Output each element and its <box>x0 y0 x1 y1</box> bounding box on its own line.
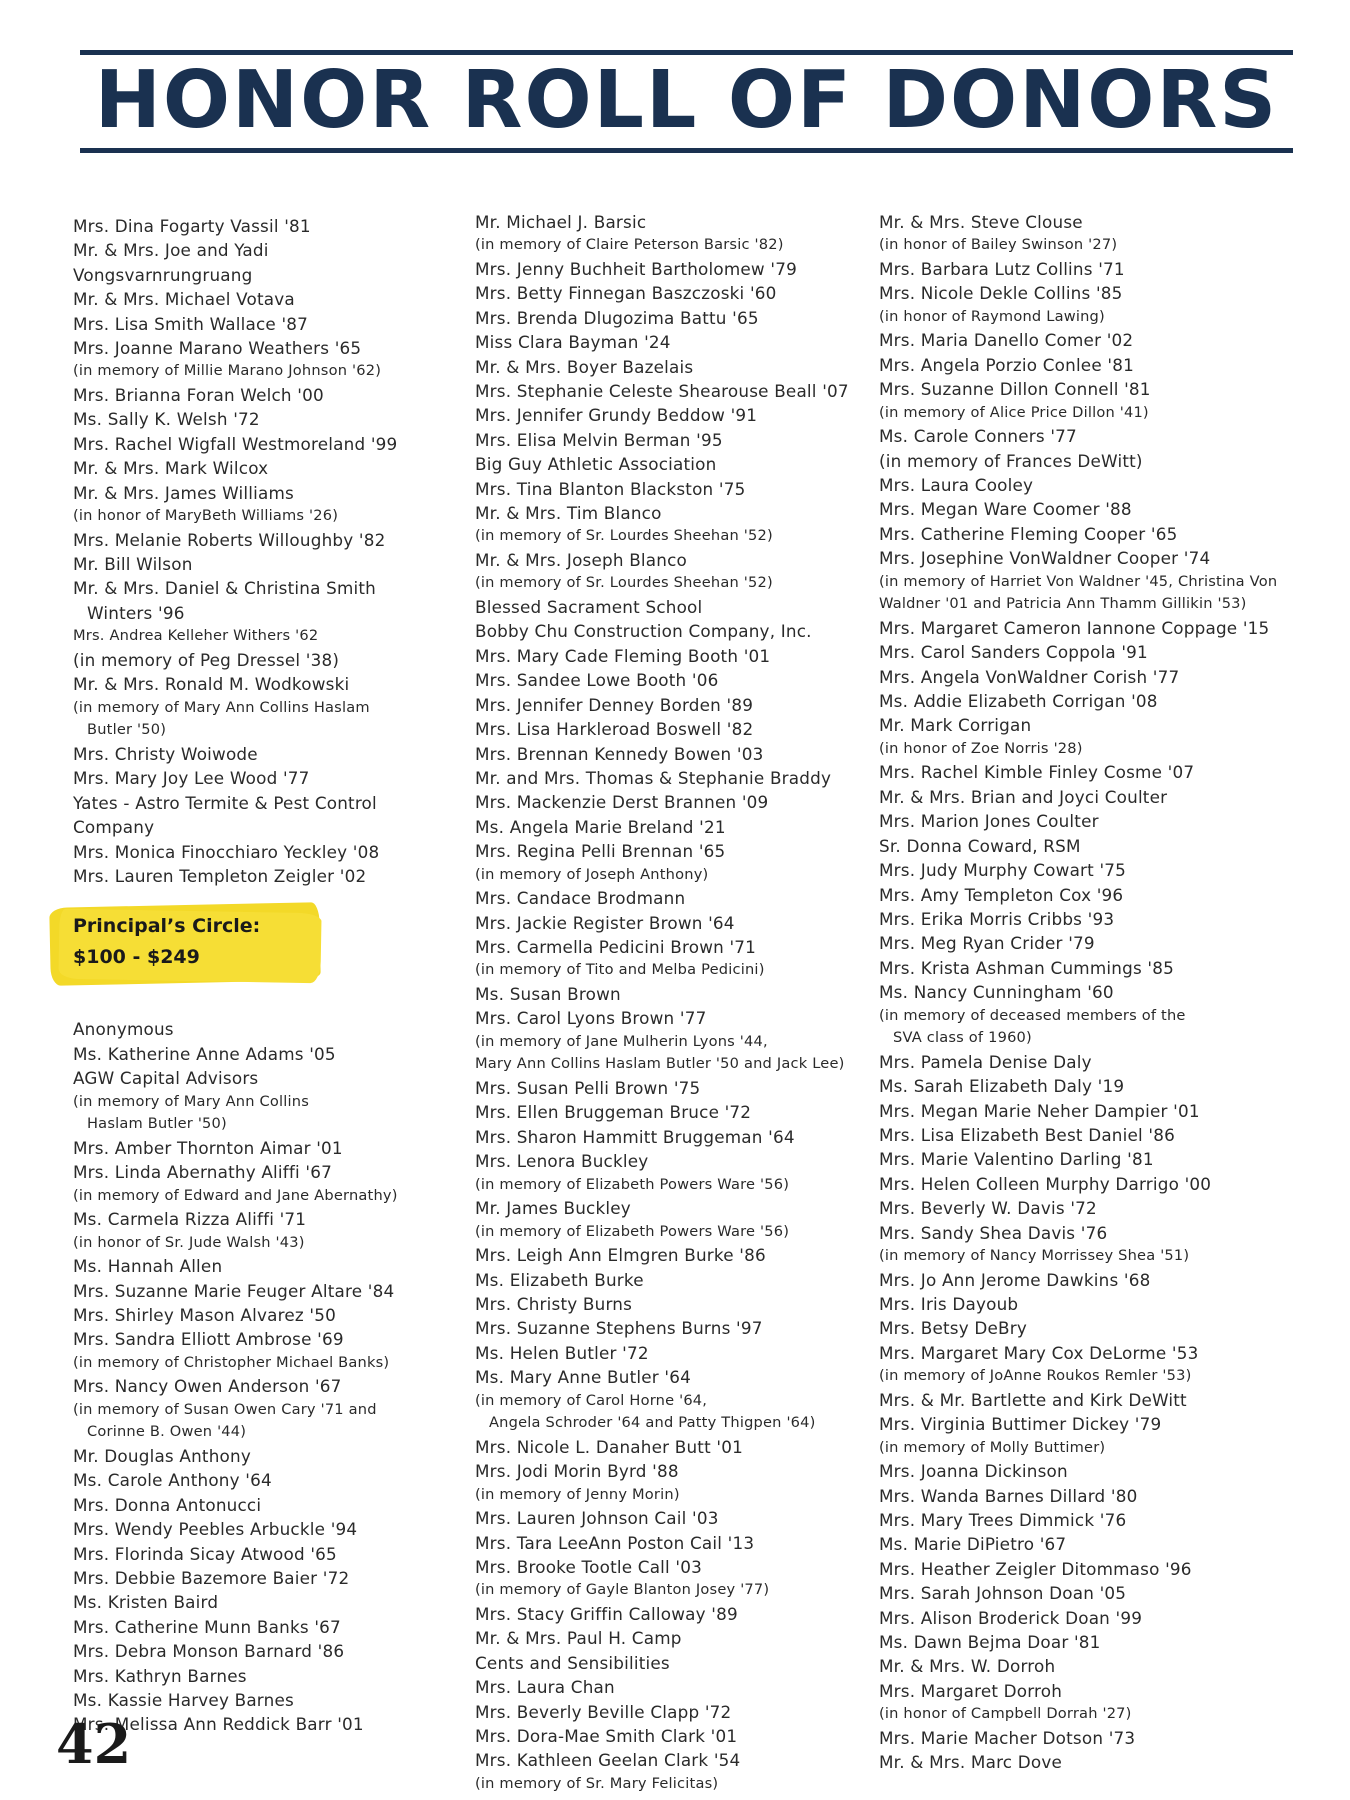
donor-entry: Ms. Hannah Allen <box>73 1256 223 1277</box>
donor-entry: Mrs. & Mr. Bartlette and Kirk DeWitt <box>879 1389 1187 1410</box>
donor-entry: Mrs. Jennifer Grundy Beddow '91 <box>475 405 758 426</box>
donor-note: (in memory of Mary Ann Collins Haslam <box>73 698 370 716</box>
donor-entry: Mrs. Kathryn Barnes <box>73 1665 247 1686</box>
donor-entry: Mrs. Dora-Mae Smith Clark '01 <box>475 1726 738 1747</box>
donor-entry: Mrs. Sharon Hammitt Bruggeman '64 <box>475 1126 795 1147</box>
donor-entry: Ms. Katherine Anne Adams '05 <box>73 1043 336 1064</box>
donor-entry: Ms. Nancy Cunningham '60 <box>879 982 1114 1003</box>
donor-entry: Ms. Sally K. Welsh '72 <box>73 409 260 430</box>
donor-entry: Mrs. Lenora Buckley <box>475 1151 649 1172</box>
donor-list-principals-circle <box>73 1017 473 1737</box>
section-heading-principals-circle <box>73 905 473 1005</box>
donor-entry: AGW Capital Advisors <box>73 1068 259 1089</box>
donor-note: Butler '50) <box>87 721 167 739</box>
donor-entry: Mrs. Shirley Mason Alvarez '50 <box>73 1304 336 1325</box>
donor-entry: Mrs. Leigh Ann Elmgren Burke '86 <box>475 1245 766 1266</box>
donor-entry: Mrs. Mary Trees Dimmick '76 <box>879 1510 1127 1530</box>
donor-entry: Mrs. Lauren Johnson Cail '03 <box>475 1508 719 1529</box>
donor-entry: Mrs. Susan Pelli Brown '75 <box>475 1077 701 1098</box>
donor-note: (in memory of deceased members of the <box>879 1006 1186 1024</box>
donor-entry: Mrs. Ellen Bruggeman Bruce '72 <box>475 1102 752 1123</box>
section-heading-line1: Principal’s Circle: <box>73 915 261 938</box>
donor-entry: Mrs. Joanna Dickinson <box>879 1461 1068 1482</box>
donor-entry: Mrs. Virginia Buttimer Dickey '79 <box>879 1414 1162 1435</box>
donor-entry: Mrs. Margaret Dorroh <box>879 1680 1063 1701</box>
donor-entry: Mrs. Mackenzie Derst Brannen '09 <box>475 792 769 813</box>
donor-entry: Mrs. Christy Woiwode <box>73 743 258 764</box>
donor-entry: Mrs. Tina Blanton Blackston '75 <box>475 478 746 499</box>
donor-entry: Anonymous <box>73 1019 174 1040</box>
donor-entry: Mrs. Jackie Register Brown '64 <box>475 912 735 933</box>
donor-entry: Mrs. Margaret Cameron Iannone Coppage '15 <box>879 617 1270 638</box>
donor-note: Corinne B. Owen '44) <box>87 1423 247 1441</box>
donor-entry: Mrs. Brenda Dlugozima Battu '65 <box>475 307 759 328</box>
donor-note: Mrs. Andrea Kelleher Withers '62 <box>73 627 319 645</box>
section-heading-text <box>73 911 260 973</box>
donor-entry: Company <box>73 817 155 838</box>
donor-entry: Mrs. Monica Finocchiaro Yeckley '08 <box>73 841 380 862</box>
donor-entry: Mrs. Jo Ann Jerome Dawkins '68 <box>879 1269 1151 1290</box>
donor-entry: Mrs. Erika Morris Cribbs '93 <box>879 908 1115 929</box>
donor-entry: Mrs. Lauren Templeton Zeigler '02 <box>73 865 367 886</box>
donor-entry: Mrs. Meg Ryan Crider '79 <box>879 933 1095 954</box>
donor-entry: Mrs. Catherine Fleming Cooper '65 <box>879 523 1178 544</box>
donor-entry: Mr. & Mrs. Paul H. Camp <box>475 1628 682 1649</box>
donor-note: (in memory of Carol Horne '64, <box>475 1391 708 1409</box>
donor-entry: Mrs. Margaret Mary Cox DeLorme '53 <box>879 1342 1199 1363</box>
donor-entry: (in memory of Peg Dressel '38) <box>73 649 340 670</box>
donor-entry: Mrs. Sandee Lowe Booth '06 <box>475 670 719 691</box>
donor-entry: Mr. Douglas Anthony <box>73 1445 251 1466</box>
donor-note: (in memory of JoAnne Roukos Remler '53) <box>879 1367 1192 1385</box>
donor-column-3 <box>879 210 1319 1775</box>
donor-entry: Mrs. Megan Marie Neher Dampier '01 <box>879 1100 1200 1121</box>
donor-entry: Ms. Sarah Elizabeth Daly '19 <box>879 1076 1125 1097</box>
donor-note: Haslam Butler '50) <box>87 1115 227 1133</box>
donor-entry: Ms. Elizabeth Burke <box>475 1269 644 1290</box>
donor-entry: Mrs. Lisa Elizabeth Best Daniel '86 <box>879 1124 1175 1145</box>
donor-note: (in memory of Molly Buttimer) <box>879 1438 1106 1456</box>
donor-note: (in memory of Joseph Anthony) <box>475 865 709 883</box>
donor-entry: Mrs. Linda Abernathy Aliffi '67 <box>73 1162 332 1183</box>
donor-entry: Mrs. Beverly W. Davis '72 <box>879 1198 1097 1219</box>
donor-entry: Mrs. Mary Joy Lee Wood '77 <box>73 768 310 789</box>
donor-entry: Mrs. Rachel Wigfall Westmoreland '99 <box>73 433 398 454</box>
donor-note: Mary Ann Collins Haslam Butler '50 and Jack Lee) <box>475 1055 845 1073</box>
donor-entry: Mrs. Nicole L. Danaher Butt '01 <box>475 1436 743 1457</box>
donor-entry: Mr. & Mrs. Michael Votava <box>73 289 295 310</box>
donor-entry: Ms. Angela Marie Breland '21 <box>475 816 726 837</box>
donor-note: (in memory of Edward and Jane Abernathy) <box>73 1186 398 1204</box>
donor-note: (in honor of Campbell Dorrah '27) <box>879 1705 1132 1723</box>
donor-note: (in memory of Sr. Mary Felicitas) <box>475 1774 719 1792</box>
donor-entry: Mr. & Mrs. Mark Wilcox <box>73 458 269 479</box>
donor-entry: Winters '96 <box>87 602 185 623</box>
donor-entry: Mrs. Sarah Johnson Doan '05 <box>879 1583 1127 1604</box>
donor-entry: Ms. Marie DiPietro '67 <box>879 1534 1067 1555</box>
donor-entry: Big Guy Athletic Association <box>475 454 717 475</box>
donor-note: (in honor of Sr. Jude Walsh '43) <box>73 1233 305 1251</box>
donor-entry: Mrs. Brianna Foran Welch '00 <box>73 385 324 406</box>
donor-entry: Vongsvarnrungruang <box>73 264 253 285</box>
donor-note: (in honor of Zoe Norris '28) <box>879 739 1083 757</box>
donor-entry: Mr. & Mrs. Daniel & Christina Smith <box>73 578 376 599</box>
donor-entry: Mrs. Wanda Barnes Dillard '80 <box>879 1485 1138 1506</box>
donor-entry: Miss Clara Bayman '24 <box>475 332 671 353</box>
donor-entry: Mrs. Marion Jones Coulter <box>879 811 1099 832</box>
donor-entry: Mrs. Carol Lyons Brown '77 <box>475 1008 707 1029</box>
donor-entry: Mr. & Mrs. Ronald M. Wodkowski <box>73 674 350 695</box>
donor-entry: Mrs. Kathleen Geelan Clark '54 <box>475 1750 741 1771</box>
donor-entry: Mrs. Stacy Griffin Calloway '89 <box>475 1604 738 1624</box>
donor-entry: Sr. Donna Coward, RSM <box>879 835 1081 856</box>
donor-entry: Mrs. Mary Cade Fleming Booth '01 <box>475 645 771 666</box>
donor-entry: Mrs. Pamela Denise Daly <box>879 1051 1092 1072</box>
page-number: 42 <box>56 1712 132 1776</box>
donor-entry: Mrs. Candace Brodmann <box>475 888 686 909</box>
donor-entry: Mrs. Wendy Peebles Arbuckle '94 <box>73 1519 358 1540</box>
donor-column-2 <box>475 210 875 1795</box>
donor-entry: Mrs. Jenny Buchheit Bartholomew '79 <box>475 259 797 279</box>
donor-entry: Ms. Carmela Rizza Aliffi '71 <box>73 1209 307 1230</box>
donor-entry: Mrs. Judy Murphy Cowart '75 <box>879 860 1127 881</box>
section-heading-line2: $100 - $249 <box>73 946 200 969</box>
donor-entry: Mrs. Stephanie Celeste Shearouse Beall '07 <box>475 381 849 402</box>
donor-note: (in memory of Sr. Lourdes Sheehan '52) <box>475 527 773 545</box>
donor-entry: Ms. Susan Brown <box>475 983 621 1004</box>
donor-note: (in memory of Claire Peterson Barsic '82) <box>475 236 784 254</box>
donor-entry: Mr. & Mrs. W. Dorroh <box>879 1656 1056 1677</box>
donor-entry: Mrs. Tara LeeAnn Poston Cail '13 <box>475 1532 755 1553</box>
donor-entry: Ms. Kassie Harvey Barnes <box>73 1690 294 1710</box>
donor-entry: Mr. Bill Wilson <box>73 554 193 575</box>
donor-entry: Mrs. Brooke Tootle Call '03 <box>475 1557 703 1577</box>
donor-entry: Yates - Astro Termite & Pest Control <box>73 792 377 813</box>
donor-entry: Mrs. Krista Ashman Cummings '85 <box>879 957 1174 978</box>
donor-entry: Mrs. Suzanne Stephens Burns '97 <box>475 1318 763 1339</box>
donor-entry: Mr. & Mrs. Marc Dove <box>879 1752 1063 1773</box>
donor-note: (in memory of Jane Mulherin Lyons '44, <box>475 1032 768 1050</box>
donor-note: (in memory of Millie Marano Johnson '62) <box>73 362 382 380</box>
donor-entry: Mrs. Alison Broderick Doan '99 <box>879 1607 1143 1628</box>
donor-entry: Mrs. Laura Cooley <box>879 475 1034 496</box>
donor-note: (in memory of Mary Ann Collins <box>73 1092 310 1110</box>
donor-entry: Mrs. Dina Fogarty Vassil '81 <box>73 216 311 236</box>
donor-entry: Mrs. Donna Antonucci <box>73 1494 262 1515</box>
donor-entry: Mrs. Christy Burns <box>475 1293 633 1314</box>
donor-entry: Mrs. Lisa Smith Wallace '87 <box>73 313 309 334</box>
donor-note: (in memory of Jenny Morin) <box>475 1485 680 1503</box>
bottom-rule <box>80 148 1293 153</box>
donor-note: (in memory of Sr. Lourdes Sheehan '52) <box>475 574 773 592</box>
donor-entry: Ms. Carole Conners '77 <box>879 426 1077 447</box>
donor-entry: Ms. Dawn Bejma Doar '81 <box>879 1632 1101 1653</box>
donor-entry: Bobby Chu Construction Company, Inc. <box>475 621 812 642</box>
donor-entry: Mrs. Amber Thornton Aimar '01 <box>73 1137 343 1158</box>
donor-entry: Mrs. Joanne Marano Weathers '65 <box>73 338 362 359</box>
donor-entry: Mrs. Regina Pelli Brennan '65 <box>475 841 726 862</box>
donor-entry: Mrs. Laura Chan <box>475 1677 615 1698</box>
donor-entry: Mr. & Mrs. Joseph Blanco <box>475 550 688 571</box>
donor-entry: Mrs. Suzanne Marie Feuger Altare '84 <box>73 1280 395 1301</box>
donor-entry: Mr. Mark Corrigan <box>879 715 1032 736</box>
donor-entry: Mrs. Rachel Kimble Finley Cosme '07 <box>879 762 1195 783</box>
donor-entry: Mrs. Heather Zeigler Ditommaso '96 <box>879 1558 1192 1579</box>
donor-note: (in memory of Elizabeth Powers Ware '56) <box>475 1222 790 1240</box>
donor-entry: Mr. & Mrs. Boyer Bazelais <box>475 356 694 377</box>
donor-entry: Mr. & Mrs. Brian and Joyci Coulter <box>879 786 1168 807</box>
donor-entry: Mr. James Buckley <box>475 1198 631 1219</box>
donor-entry: Mrs. Betsy DeBry <box>879 1318 1028 1339</box>
donor-entry: Mrs. Marie Valentino Darling '81 <box>879 1149 1154 1170</box>
donor-entry: Mrs. Debra Monson Barnard '86 <box>73 1641 345 1662</box>
donor-entry: Ms. Helen Butler '72 <box>475 1342 649 1363</box>
donor-entry: Ms. Carole Anthony '64 <box>73 1470 272 1491</box>
donor-entry: Ms. Mary Anne Butler '64 <box>475 1367 691 1388</box>
donor-entry: Mrs. Amy Templeton Cox '96 <box>879 884 1124 905</box>
donor-entry: Mr. & Mrs. James Williams <box>73 482 294 503</box>
donor-entry: Mrs. Suzanne Dillon Connell '81 <box>879 379 1151 400</box>
donor-entry: Mrs. Nicole Dekle Collins '85 <box>879 283 1123 304</box>
donor-entry: Mrs. Sandy Shea Davis '76 <box>879 1222 1108 1243</box>
donor-entry: (in memory of Frances DeWitt) <box>879 450 1143 471</box>
donor-entry: Mrs. Jodi Morin Byrd '88 <box>475 1461 679 1482</box>
donor-note: (in honor of MaryBeth Williams '26) <box>73 507 339 525</box>
donor-entry: Mrs. Angela VonWaldner Corish '77 <box>879 666 1180 687</box>
donor-note: (in memory of Tito and Melba Pedicini) <box>475 961 765 979</box>
donor-column-1 <box>73 214 473 1737</box>
donor-entry: Ms. Addie Elizabeth Corrigan '08 <box>879 691 1158 712</box>
donor-entry: Mrs. Helen Colleen Murphy Darrigo '00 <box>879 1173 1212 1194</box>
donor-note: (in memory of Christopher Michael Banks) <box>73 1353 390 1371</box>
donor-entry: Mrs. Catherine Munn Banks '67 <box>73 1616 341 1637</box>
donor-note: (in memory of Gayle Blanton Josey '77) <box>475 1581 770 1599</box>
donor-note: Angela Schroder '64 and Patty Thigpen '64) <box>489 1414 816 1432</box>
donor-entry: Mr. Michael J. Barsic <box>475 212 647 232</box>
donor-entry: Mrs. Carol Sanders Coppola '91 <box>879 642 1148 663</box>
donor-entry: Mrs. Betty Finnegan Baszczoski '60 <box>475 283 777 304</box>
page-title: HONOR ROLL OF DONORS <box>94 54 1279 146</box>
donor-note: (in memory of Elizabeth Powers Ware '56) <box>475 1175 790 1193</box>
donor-note: (in memory of Harriet Von Waldner '45, Christina Von <box>879 572 1278 590</box>
donor-entry: Mrs. Sandra Elliott Ambrose '69 <box>73 1329 344 1350</box>
donor-entry: Mrs. Marie Macher Dotson '73 <box>879 1727 1136 1748</box>
donor-entry: Mrs. Josephine VonWaldner Cooper '74 <box>879 548 1211 569</box>
donor-note: (in memory of Alice Price Dillon '41) <box>879 403 1149 421</box>
donor-entry: Mrs. Carmella Pedicini Brown '71 <box>475 936 757 957</box>
donor-entry: Mrs. Debbie Bazemore Baier '72 <box>73 1567 350 1588</box>
donor-note: (in memory of Susan Owen Cary '71 and <box>73 1400 377 1418</box>
donor-entry: Mrs. Nancy Owen Anderson '67 <box>73 1376 342 1397</box>
donor-entry: Mr. and Mrs. Thomas & Stephanie Braddy <box>475 767 832 788</box>
donor-note: Waldner '01 and Patricia Ann Thamm Gillikin '53) <box>879 595 1247 613</box>
donor-entry: Mrs. Angela Porzio Conlee '81 <box>879 354 1134 375</box>
donor-entry: Mrs. Melissa Ann Reddick Barr '01 <box>73 1714 364 1735</box>
donor-entry: Mrs. Maria Danello Comer '02 <box>879 330 1134 351</box>
donor-note: SVA class of 1960) <box>893 1029 1032 1047</box>
donor-list-continued <box>73 214 473 888</box>
donor-entry: Blessed Sacrament School <box>475 597 703 618</box>
donor-entry: Mrs. Megan Ware Coomer '88 <box>879 499 1132 520</box>
donor-entry: Mr. & Mrs. Steve Clouse <box>879 212 1083 232</box>
donor-entry: Mrs. Brennan Kennedy Bowen '03 <box>475 743 764 764</box>
donor-entry: Mrs. Barbara Lutz Collins '71 <box>879 259 1125 279</box>
donor-entry: Ms. Kristen Baird <box>73 1592 219 1613</box>
donor-entry: Mrs. Elisa Melvin Berman '95 <box>475 429 723 450</box>
donor-entry: Mrs. Florinda Sicay Atwood '65 <box>73 1543 337 1564</box>
donor-note: (in memory of Nancy Morrissey Shea '51) <box>879 1246 1190 1264</box>
donor-entry: Mrs. Iris Dayoub <box>879 1293 1019 1314</box>
donor-entry: Mrs. Lisa Harkleroad Boswell '82 <box>475 719 754 740</box>
donor-entry: Mrs. Melanie Roberts Willoughby '82 <box>73 529 386 550</box>
donor-note: (in honor of Bailey Swinson '27) <box>879 236 1118 254</box>
donor-note: (in honor of Raymond Lawing) <box>879 307 1105 325</box>
donor-entry: Mrs. Jennifer Denney Borden '89 <box>475 694 754 715</box>
donor-entry: Cents and Sensibilities <box>475 1652 670 1673</box>
donor-entry: Mr. & Mrs. Tim Blanco <box>475 503 662 524</box>
donor-entry: Mr. & Mrs. Joe and Yadi <box>73 240 269 261</box>
donor-entry: Mrs. Beverly Beville Clapp '72 <box>475 1701 732 1722</box>
